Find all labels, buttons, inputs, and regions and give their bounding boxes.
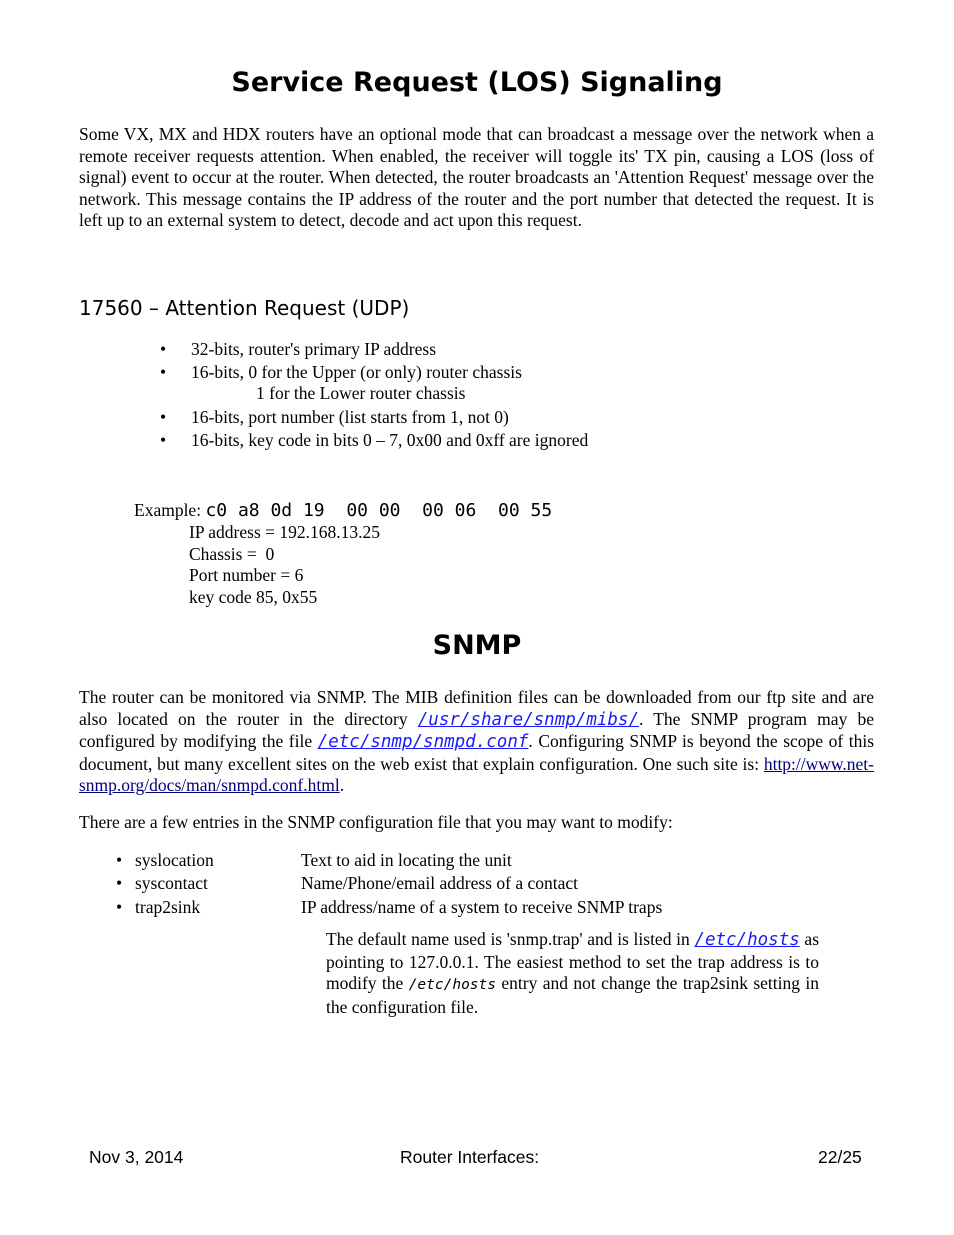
entry-name: trap2sink <box>135 897 201 917</box>
bullet-icon: • <box>116 873 123 893</box>
example-ip: IP address = 192.168.13.25 <box>189 522 381 542</box>
mibs-path-link[interactable]: /usr/share/snmp/mibs/ <box>417 709 640 730</box>
bullet-icon: • <box>160 407 167 427</box>
example-port: Port number = 6 <box>189 565 304 585</box>
snmp-text: . Configuring SNMP is beyond the scope of this document, but many excellent sites on the web exist that explain configuration. One such site is: <box>79 731 875 774</box>
snmp-text: The router can be monitored via SNMP. The MIB definition files can be downloaded from our ftp site and are also located on the router in the directory <box>79 687 874 729</box>
note-text: The default name used is 'snmp.trap' and is listed in <box>326 929 695 949</box>
list-item <box>160 430 588 453</box>
list-item-text: 32-bits, router's primary IP address <box>191 339 437 359</box>
bullet-icon: • <box>160 430 167 450</box>
snmpd-conf-path-link[interactable]: /etc/snmp/snmpd.conf <box>317 732 529 752</box>
list-item <box>160 407 588 430</box>
section-heading-attention-request: 17560 – Attention Request (UDP) <box>79 296 410 320</box>
note-text: entry and not change the trap2sink setting in the configuration file. <box>326 973 819 1017</box>
example-line <box>134 500 552 522</box>
trap2sink-note <box>326 929 819 1018</box>
attention-request-field-list <box>160 339 588 453</box>
example-chassis: Chassis = 0 <box>189 543 275 564</box>
list-item-text: 16-bits, 0 for the Upper (or only) router chassis <box>191 362 522 382</box>
list-item <box>116 873 662 897</box>
list-item-text: 16-bits, port number (list starts from 1, not 0) <box>191 407 509 427</box>
example-decoded <box>189 522 380 608</box>
bullet-icon: • <box>116 850 123 870</box>
note-text: as pointing to 127.0.0.1. The easiest method to set the trap address is to modify the <box>326 929 820 993</box>
list-item-continuation: 1 for the Lower router chassis <box>256 383 466 403</box>
entry-desc: Name/Phone/email address of a contact <box>301 873 578 893</box>
net-snmp-link[interactable]: http://www.net-snmp.org/docs/man/snmpd.conf.html <box>79 753 874 795</box>
list-item <box>116 897 662 920</box>
footer-page-number: 22/25 <box>818 1147 862 1167</box>
snmp-paragraph <box>79 687 874 797</box>
entry-desc: IP address/name of a system to receive SNMP traps <box>301 897 663 917</box>
footer-title: Router Interfaces: <box>400 1147 540 1167</box>
entry-name: syscontact <box>135 873 208 893</box>
footer-date: Nov 3, 2014 <box>89 1147 184 1167</box>
example-hex: c0 a8 0d 19 00 00 00 06 00 55 <box>205 500 553 521</box>
bullet-icon: • <box>116 897 123 917</box>
bullet-icon: • <box>160 339 167 359</box>
snmp-entries-intro: There are a few entries in the SNMP configuration file that you may want to modify: <box>79 812 673 832</box>
list-item <box>160 362 588 383</box>
entry-desc: Text to aid in locating the unit <box>301 850 512 870</box>
snmp-entries-list <box>116 850 662 920</box>
example-keycode: key code 85, 0x55 <box>189 586 318 607</box>
example-label: Example: <box>134 500 202 520</box>
snmp-text: . The SNMP program may be configured by modifying the file <box>79 708 874 751</box>
section-heading-snmp: SNMP <box>432 630 522 661</box>
list-item-text: 16-bits, key code in bits 0 – 7, 0x00 and 0xff are ignored <box>191 430 589 450</box>
page-title: Service Request (LOS) Signaling <box>231 67 723 98</box>
entry-name: syslocation <box>135 850 214 870</box>
list-item <box>116 850 662 873</box>
etc-hosts-inline-code: /etc/hosts <box>408 977 497 993</box>
intro-paragraph: Some VX, MX and HDX routers have an optional mode that can broadcast a message over the network when a remote receiver requests attention. When enabled, the receiver will toggle its' TX pin, causing a LOS (loss of signal) event to occur at the router. When detected, the router broadcasts an 'Attention Request' message over the network. This message contains the IP address of the router and the port number that detected the request. It is left up to an external system to detect, decode and act upon this request. <box>79 124 874 230</box>
etc-hosts-path-link[interactable]: /etc/hosts <box>694 930 800 950</box>
bullet-icon: • <box>160 362 167 382</box>
snmp-text: . <box>339 775 345 795</box>
list-item <box>160 339 588 362</box>
